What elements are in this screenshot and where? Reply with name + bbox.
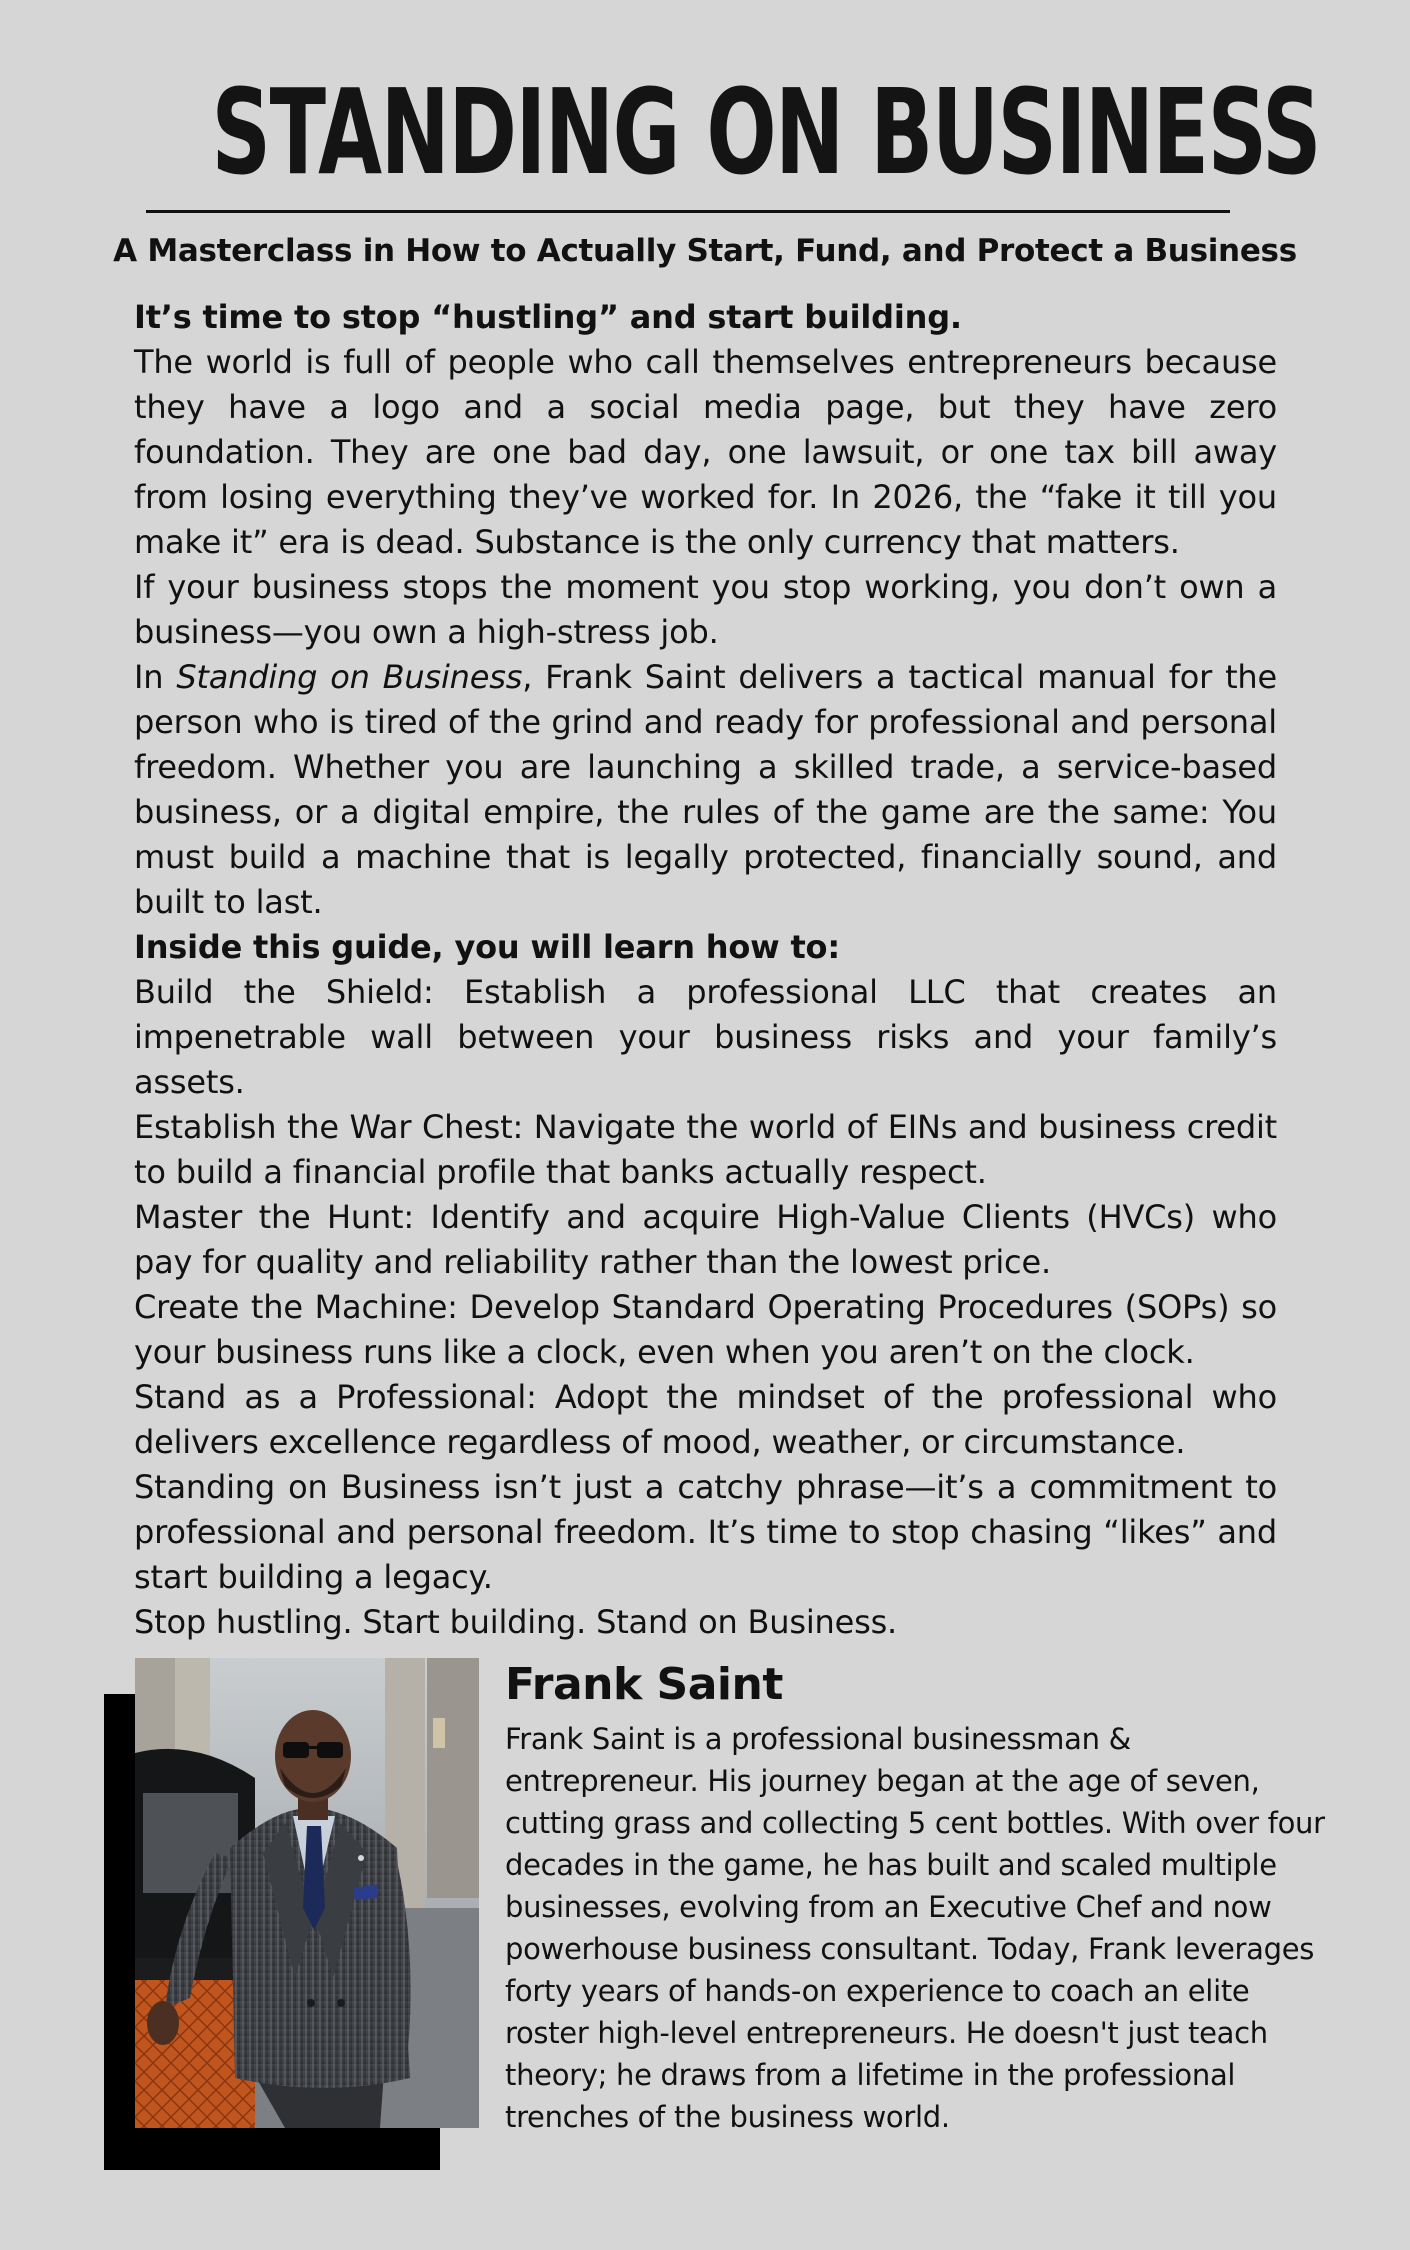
title-divider [146,210,1230,213]
closing-tagline: Stop hustling. Start building. Stand on Business. [134,1603,898,1641]
intro-paragraph-1: The world is full of people who call themselves entrepreneurs because they have a logo and a social media page, but they have zero foundation. They are one bad day, one lawsuit, or one tax bill away from losing everything they’ve worked for. In 2026, the “fake it till you make it” era is dead. Substance is the only currency that matters. [134,343,1277,561]
book-subtitle: A Masterclass in How to Actually Start, Fund, and Protect a Business [113,233,1297,269]
blurb-body [134,295,1277,1645]
guide-item-machine: Create the Machine: Develop Standard Operating Procedures (SOPs) so your business runs like a clock, even when you aren’t on the clock. [134,1288,1277,1371]
intro-paragraph-3 [134,655,1277,925]
guide-item-war-chest: Establish the War Chest: Navigate the world of EINs and business credit to build a financial profile that banks actually respect. [134,1108,1277,1191]
intro-paragraph-3-prefix: In [134,658,177,696]
book-title-italic: Standing on Business [176,658,523,696]
author-bio: Frank Saint is a professional businessman & entrepreneur. His journey began at the age of seven, cutting grass and collecting 5 cent bottles. With over four decades in the game, he has built and scaled multiple businesses, evolving from an Executive Chef and now powerhouse business consultant. Today, Frank leverages forty years of hands-on experience to coach an elite roster high-level entrepreneurs. He doesn't just teach theory; he draws from a lifetime in the professional trenches of the business world. [505,1722,1325,2134]
intro-paragraph-3-rest: , Frank Saint delivers a tactical manual for the person who is tired of the grind and ready for professional and personal freedom. Whether you are launching a skilled trade, a service-based business, or a digital empire, the rules of the game are the same: You must build a machine that is legally protected, financially sound, and built to last. [134,658,1277,921]
guide-item-shield: Build the Shield: Establish a professional LLC that creates an impenetrable wall between your business risks and your family’s assets. [134,973,1277,1101]
intro-headline: It’s time to stop “hustling” and start building. [134,298,962,336]
guide-item-hunt: Master the Hunt: Identify and acquire High-Value Clients (HVCs) who pay for quality and reliability rather than the lowest price. [134,1198,1277,1281]
author-name: Frank Saint [505,1659,783,1710]
author-photo [135,1658,479,2128]
book-title: STANDING ON BUSINESS [211,63,1321,201]
guide-heading: Inside this guide, you will learn how to: [134,928,840,966]
intro-paragraph-2: If your business stops the moment you stop working, you don’t own a business—you own a high-stress job. [134,568,1277,651]
closing-paragraph: Standing on Business isn’t just a catchy phrase—it’s a commitment to professional and personal freedom. It’s time to stop chasing “likes” and start building a legacy. [134,1468,1277,1596]
guide-item-professional: Stand as a Professional: Adopt the mindset of the professional who delivers excellence regardless of mood, weather, or circumstance. [134,1378,1277,1461]
